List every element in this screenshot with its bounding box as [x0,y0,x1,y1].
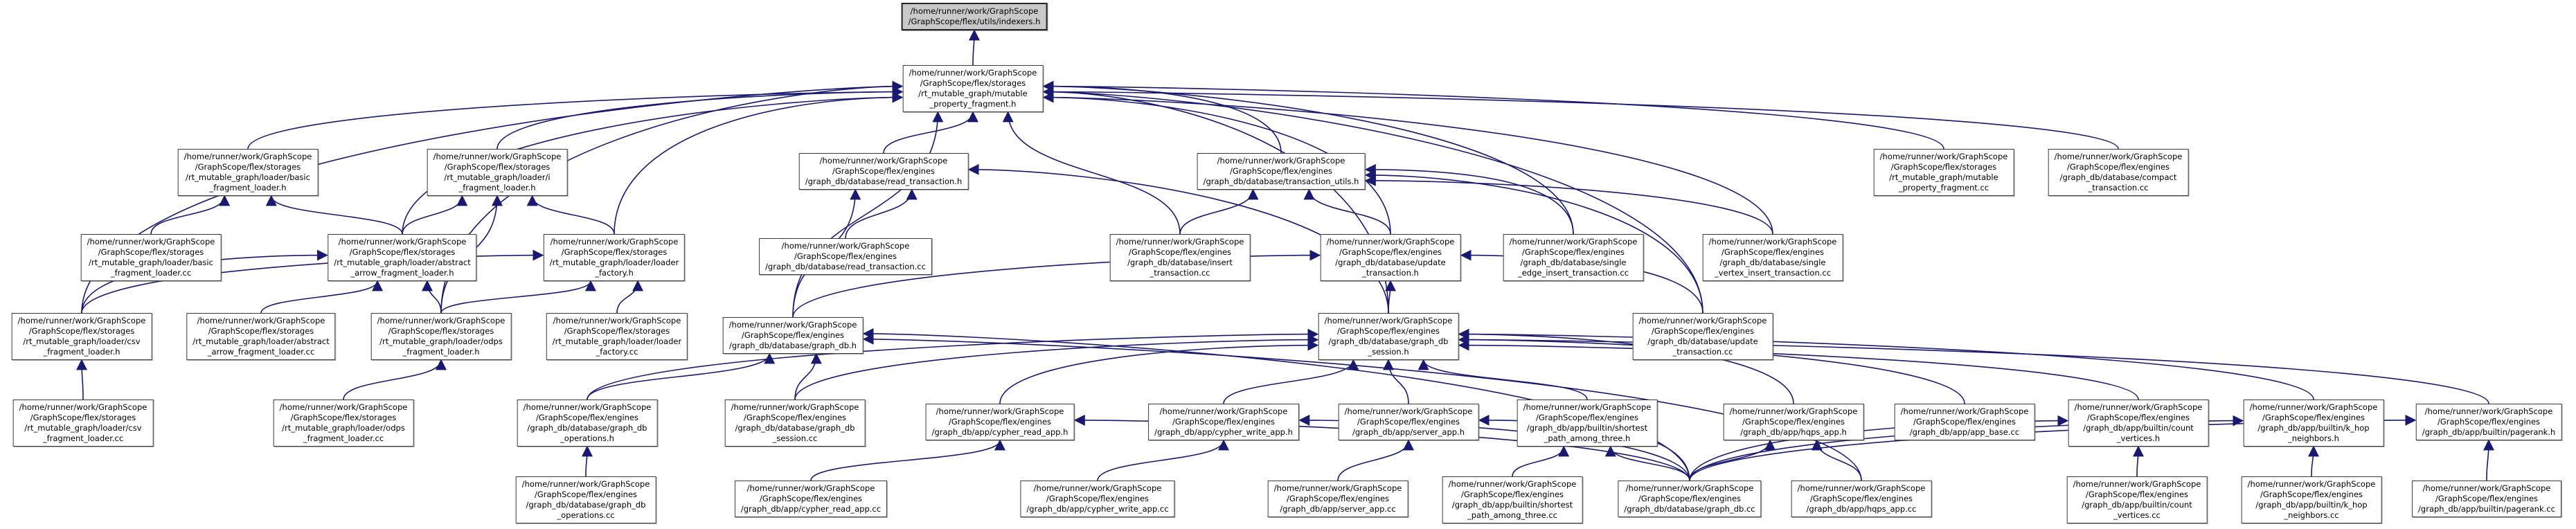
node-label-line: /GraphScope/flex/engines [1286,494,1390,503]
node-label-line: _neighbors.h [2288,433,2339,443]
node-label-line: /graph_db/database/transaction_utils.h [1203,177,1359,186]
node-label-line: /graph_db/app/builtin/pagerank.cc [2418,504,2555,514]
node-label-line: /home/runner/work/GraphScope [433,152,562,161]
graph-node-hqps-app-h[interactable] [1724,404,1864,440]
node-label-line: /home/runner/work/GraphScope [819,156,948,165]
node-label-line: /home/runner/work/GraphScope [2249,402,2378,412]
graph-node-graph-db-operations-cc[interactable] [516,476,656,523]
node-label-line: _fragment_loader.h [458,183,536,192]
node-label-line: /graph_db/app/builtin/k_hop [2255,500,2368,510]
node-label-line: /home/runner/work/GraphScope [1625,483,1754,493]
node-label-line: _vertices.h [2116,433,2161,443]
include-edge [1366,170,1573,234]
node-label-line: /graph_db/app/cypher_write_app.cc [1026,504,1169,514]
node-label-line: /rt_mutable_graph/loader/basic [186,172,310,182]
node-label-line: _fragment_loader.h [43,347,120,357]
node-label-line: /GraphScope/flex/storages [290,413,397,422]
node-label-line: /home/runner/work/GraphScope [279,402,408,412]
graph-node-basic-fragment-loader-cc[interactable] [81,234,222,281]
node-label-line: _operations.cc [557,510,615,520]
node-label-line: /graph_db/app/cypher_write_app.h [1154,427,1293,437]
include-edge [1388,360,1408,404]
node-label-line: /home/runner/work/GraphScope [1879,152,2008,161]
node-label-line: /GraphScope/flex/engines [1128,247,1232,257]
node-label-line: /GraphScope/flex/engines [1638,494,1742,503]
node-label-line: /home/runner/work/GraphScope [1708,237,1837,246]
node-label-line: /home/runner/work/GraphScope [2054,152,2183,161]
node-label-line: /graph_db/app/builtin/shortest [1526,423,1648,433]
node-label-line: /rt_mutable_graph/loader/basic [89,258,213,267]
graph-node-graph-db-session-cc[interactable] [725,400,866,447]
graph-node-odps-fragment-loader-h[interactable] [371,313,512,360]
node-label-line: /GraphScope/flex/storages [388,326,494,336]
node-label-line: /home/runner/work/GraphScope [728,320,857,330]
node-label-line: /home/runner/work/GraphScope [1217,156,1345,165]
node-label-line: /rt_mutable_graph/loader/i [444,172,551,182]
node-label-line: _neighbors.cc [2284,510,2339,520]
node-label-line: _session.h [1368,347,1409,357]
include-edge [587,354,769,400]
node-label-line: /GraphScope/flex/engines [794,251,897,261]
node-label-line: /GraphScope/flex/engines [534,490,638,499]
node-label-line: /rt_mutable_graph/loader/odps [379,337,503,346]
node-label-line: /home/runner/work/GraphScope [1326,237,1455,246]
node-label-line: /GraphScope/flex/engines [2086,413,2190,422]
node-label-line: _session.cc [772,433,818,443]
node-label-line: /GraphScope/flex/engines [2260,490,2363,499]
include-edge [617,281,638,313]
graph-node-update-transaction-cc[interactable] [1633,313,1773,360]
graph-node-cypher-read-app-cc[interactable] [735,481,887,517]
graph-node-server-app-h[interactable] [1339,404,1479,440]
node-label-line: /GraphScope/flex/storages [30,413,136,422]
node-label-line: /GraphScope/flex/storages [444,162,551,172]
include-edge [1224,360,1353,404]
node-label-line: /GraphScope/flex/engines [2435,494,2539,503]
node-label-line: _fragment_loader.cc [110,268,192,278]
graph-node-count-vertices-cc[interactable] [2067,476,2208,523]
node-label-line: _path_among_three.h [1544,433,1631,443]
node-label-line: _vertex_insert_transaction.cc [1714,268,1832,278]
node-label-line: _vertices.cc [2113,510,2161,520]
graph-node-insert-transaction-cc[interactable] [1110,234,1251,281]
include-edge [1044,87,1281,153]
node-label-line: /rt_mutable_graph/mutable [1889,172,1998,182]
graph-node-i-fragment-loader-h[interactable] [427,149,568,196]
node-label-line: /GraphScope/flex/engines [1809,494,1913,503]
node-label-line: /rt_mutable_graph/mutable [918,89,1028,98]
include-edge [1611,447,1690,481]
node-label-line: _edge_insert_transaction.cc [1517,268,1629,278]
node-label-line: /home/runner/work/GraphScope [1159,406,1288,416]
include-edge [2311,447,2314,476]
node-label-line: /home/runner/work/GraphScope [746,483,875,493]
node-label-line: _transaction.cc [1150,268,1210,278]
node-label-line: /home/runner/work/GraphScope [1273,483,1402,493]
node-label-line: /graph_db/database/read_transaction.h [805,177,963,186]
node-label-line: /graph_db/app/builtin/pagerank.h [2422,427,2556,437]
node-label-line: /graph_db/database/single [1719,258,1826,267]
node-label-line: /GraphScope/flex/engines [948,417,1052,427]
node-label-line: /graph_db/database/update [1335,258,1446,267]
graph-node-app-base-cc[interactable] [1895,404,2035,440]
node-label-line: /home/runner/work/GraphScope [197,316,325,325]
node-label-line: /home/runner/work/GraphScope [1729,406,1858,416]
node-label-line: /GraphScope/flex/storages [98,247,204,257]
node-label-line: /GraphScope/flex/engines [535,413,639,422]
node-label-line: /home/runner/work/GraphScope [1900,406,2029,416]
node-label-line: /graph_db/app/hqps_app.cc [1806,504,1917,514]
node-label-line: /graph_db/database/graph_db [527,423,647,433]
node-label-line: /graph_db/database/update [1647,337,1758,346]
graph-node-graph-db-h[interactable] [723,317,864,354]
graph-node-hqps-app-cc[interactable] [1791,481,1932,517]
node-label-line: /GraphScope/flex/engines [759,494,863,503]
node-label-line: /graph_db/database/graph_db.cc [1624,504,1755,514]
node-label-line: /graph_db/app/cypher_read_app.cc [740,504,882,514]
node-label-line: /home/runner/work/GraphScope [377,316,506,325]
graph-node-read-transaction-h[interactable] [799,153,969,190]
include-edge [2137,447,2138,476]
node-label-line: /home/runner/work/GraphScope [910,6,1039,16]
node-label-line: /home/runner/work/GraphScope [1523,402,1652,412]
graph-node-count-vertices-h[interactable] [2068,400,2209,447]
node-label-line: /graph_db/app/app_base.cc [1909,427,2020,437]
include-edge [586,447,587,476]
node-label-line: /GraphScope/flex/engines [1460,490,1564,499]
graph-node-indexers-h[interactable] [902,3,1048,30]
include-edge [248,92,902,149]
node-label-line: /graph_db/app/builtin/k_hop [2257,423,2370,433]
node-label-line: /GraphScope/flex/engines [1357,417,1460,427]
node-label-line: /graph_db/database/read_transaction.cc [765,262,926,271]
graph-node-graph-db-cc[interactable] [1618,481,1761,517]
node-label-line: /home/runner/work/GraphScope [523,402,652,412]
node-label-line: /GraphScope/flex/engines [741,330,845,340]
node-label-line: /home/runner/work/GraphScope [909,68,1037,78]
graph-node-mutable-property-fragment-cc[interactable] [1874,149,2014,196]
include-edge [1424,360,1587,400]
node-label-line: /GraphScope/flex/storages [564,326,670,336]
node-label-line: /graph_db/app/hqps_app.h [1740,427,1847,437]
graph-node-pagerank-h[interactable] [2416,404,2562,440]
include-edge [82,360,83,400]
node-label-line: /home/runner/work/GraphScope [731,402,859,412]
node-label-line: /rt_mutable_graph/loader/loader [552,337,682,346]
graph-node-single-edge-insert-transaction-cc[interactable] [1503,234,1644,281]
node-label-line: /GraphScope/flex/engines [2066,162,2170,172]
include-edge [1309,190,1390,234]
graph-node-read-transaction-cc[interactable] [759,238,932,275]
graph-node-k-hop-neighbors-h[interactable] [2244,400,2384,447]
node-label-line: /rt_mutable_graph/loader/csv [23,337,141,346]
node-label-line: _property_fragment.h [929,99,1017,109]
graph-node-k-hop-neighbors-cc[interactable] [2242,476,2382,523]
node-label-line: /home/runner/work/GraphScope [553,316,681,325]
graph-node-basic-fragment-loader-h[interactable] [178,149,319,196]
node-label-line: /GraphScope/flex/engines [1339,247,1442,257]
node-label-line: /GraphScope/flex/storages [208,326,314,336]
node-label-line: /GraphScope/flex/engines [2437,417,2541,427]
include-edge [271,196,402,234]
node-label-line: _transaction.cc [2088,183,2149,192]
node-label-line: /GraphScope/flex/engines [2262,413,2365,422]
include-edge [1459,346,2138,400]
graph-node-graph-db-session-h[interactable] [1318,313,1459,360]
node-label-line: /home/runner/work/GraphScope [2422,483,2551,493]
node-label-line: /GraphScope/flex/engines [1172,417,1276,427]
node-label-line: /GraphScope/flex/engines [1336,326,1440,336]
include-edge [1338,440,1408,481]
node-label-line: /GraphScope/flex/storages [920,78,1026,88]
node-label-line: /home/runner/work/GraphScope [1033,483,1162,493]
include-edge [1044,98,1773,234]
include-edge [2487,440,2489,481]
node-label-line: /home/runner/work/GraphScope [2074,402,2203,412]
node-label-line: /graph_db/database/single [1520,258,1627,267]
node-label-line: /home/runner/work/GraphScope [87,237,215,246]
include-edge [441,281,591,313]
node-label-line: /rt_mutable_graph/loader/loader [549,258,679,267]
node-label-line: /GraphScope/flex/storages [349,247,456,257]
graph-node-odps-fragment-loader-cc[interactable] [274,400,414,447]
graph-node-cypher-write-app-h[interactable] [1148,404,1299,440]
node-label-line: /GraphScope/flex/engines [1651,326,1755,336]
node-label-line: /home/runner/work/GraphScope [338,237,467,246]
node-label-line: /home/runner/work/GraphScope [1344,406,1473,416]
include-edge [973,30,974,65]
include-edge [587,334,1318,400]
node-label-line: /graph_db/database/compact [2059,172,2177,182]
include-edge [1008,112,1180,234]
graph-node-shortest-path-among-three-cc[interactable] [1442,476,1583,523]
node-label-line: /GraphScope/flex/engines [1742,417,1845,427]
node-label-line: /GraphScope/flex/engines [743,413,847,422]
node-label-line: /graph_db/database/graph_db.h [729,341,857,350]
node-label-line: _arrow_fragment_loader.h [350,268,454,278]
node-label-line: /GraphScope/flex/utils/indexers.h [908,17,1041,26]
node-label-line: _fragment_loader.cc [303,433,384,443]
node-label-line: /home/runner/work/GraphScope [1797,483,1926,493]
node-label-line: /graph_db/app/builtin/shortest [1451,500,1573,510]
node-label-line: /rt_mutable_graph/loader/csv [24,423,142,433]
include-edge [1388,281,1390,313]
graph-node-cypher-write-app-cc[interactable] [1020,481,1174,517]
node-label-line: _fragment_loader.cc [42,433,124,443]
node-label-line: /home/runner/work/GraphScope [17,316,146,325]
graph-node-graph-db-operations-h[interactable] [517,400,658,447]
node-label-line: /GraphScope/flex/storages [1890,162,1997,172]
node-label-line: _arrow_fragment_loader.cc [207,347,315,357]
node-label-line: /GraphScope/flex/engines [832,166,936,176]
node-label-line: _transaction.cc [1672,347,1733,357]
graph-node-shortest-path-among-three-h[interactable] [1517,400,1658,447]
node-label-line: _transaction.h [1362,268,1419,278]
node-label-line: /home/runner/work/GraphScope [2247,479,2376,489]
node-label-line: /home/runner/work/GraphScope [1448,479,1577,489]
node-label-line: /GraphScope/flex/engines [1229,166,1333,176]
node-label-line: /graph_db/database/graph_db [735,423,855,433]
graph-node-compact-transaction-cc[interactable] [2048,149,2189,196]
include-edge [402,196,462,234]
node-label-line: /graph_db/app/builtin/count [2083,423,2194,433]
node-label-line: /home/runner/work/GraphScope [1324,316,1453,325]
include-edge [343,360,441,400]
graph-node-mutable-property-fragment-h[interactable] [903,65,1044,112]
include-edge [1180,190,1253,234]
node-label-line: /rt_mutable_graph/loader/odps [282,423,405,433]
node-label-line: /home/runner/work/GraphScope [1116,237,1244,246]
node-label-line: /home/runner/work/GraphScope [781,241,910,251]
include-edge [1690,440,1770,481]
node-label-line: _fragment_loader.h [209,183,287,192]
node-label-line: /rt_mutable_graph/loader/abstract [193,337,330,346]
graph-node-loader-factory-cc[interactable] [546,313,688,360]
node-label-line: /GraphScope/flex/engines [1535,413,1639,422]
include-edge [884,112,973,153]
include-edge [261,281,377,313]
node-label-line: /graph_db/database/insert [1127,258,1233,267]
graph-node-csv-fragment-loader-h[interactable] [12,313,152,360]
include-edge [1098,440,1224,481]
node-label-line: /home/runner/work/GraphScope [1509,237,1638,246]
node-label-line: /GraphScope/flex/engines [1913,417,2016,427]
graph-node-update-transaction-h[interactable] [1321,234,1461,281]
node-label-line: /GraphScope/flex/storages [195,162,301,172]
graph-node-abstract-arrow-fragment-loader-h[interactable] [328,234,476,281]
node-label-line: /rt_mutable_graph/loader/abstract [334,258,471,267]
node-label-line: /graph_db/database/graph_db [526,500,646,510]
include-edge [795,340,1318,400]
node-label-line: /graph_db/app/server_app.h [1352,427,1465,437]
include-edge [1512,447,1564,476]
node-label-line: _fragment_loader.h [402,347,480,357]
include-edge [1000,346,1318,404]
graph-node-abstract-arrow-fragment-loader-cc[interactable] [186,313,335,360]
node-label-line: /graph_db/app/server_app.cc [1280,504,1396,514]
graph-node-csv-fragment-loader-cc[interactable] [13,400,154,447]
node-label-line: /GraphScope/flex/storages [28,326,135,336]
node-label-line: _factory.h [595,268,634,278]
node-label-line: _path_among_three.cc [1467,510,1557,520]
node-label-line: /home/runner/work/GraphScope [184,152,312,161]
node-label-line: /home/runner/work/GraphScope [936,406,1064,416]
graph-node-loader-factory-h[interactable] [544,234,685,281]
node-label-line: /GraphScope/flex/engines [1046,494,1150,503]
node-label-line: /graph_db/database/graph_db [1328,337,1449,346]
node-label-line: /home/runner/work/GraphScope [2424,406,2553,416]
graph-node-transaction-utils-h[interactable] [1197,153,1366,190]
node-label-line: /GraphScope/flex/storages [561,247,668,257]
node-label-line: /home/runner/work/GraphScope [1638,316,1767,325]
include-edge [1366,181,1773,234]
node-label-line: /home/runner/work/GraphScope [19,402,147,412]
node-label-line: /graph_db/app/builtin/count [2082,500,2192,510]
graph-node-server-app-cc[interactable] [1268,481,1408,517]
include-edge [427,281,441,313]
graph-node-pagerank-cc[interactable] [2412,481,2561,517]
node-label-line: /home/runner/work/GraphScope [521,479,650,489]
node-label-line: _property_fragment.cc [1898,183,1989,192]
include-edge [1459,334,2314,400]
graph-node-single-vertex-insert-transaction-cc[interactable] [1703,234,1843,281]
node-label-line: /GraphScope/flex/engines [2085,490,2189,499]
node-label-line: /GraphScope/flex/engines [1721,247,1825,257]
node-label-line: /home/runner/work/GraphScope [2073,479,2201,489]
include-edge [151,196,224,234]
node-label-line: /graph_db/app/cypher_read_app.h [931,427,1068,437]
node-label-line: /home/runner/work/GraphScope [550,237,679,246]
node-label-line: _factory.cc [596,347,638,357]
graph-node-cypher-read-app-h[interactable] [926,404,1075,440]
node-label-line: _operations.h [560,433,614,443]
include-edge [533,196,614,234]
node-label-line: /GraphScope/flex/engines [1521,247,1625,257]
